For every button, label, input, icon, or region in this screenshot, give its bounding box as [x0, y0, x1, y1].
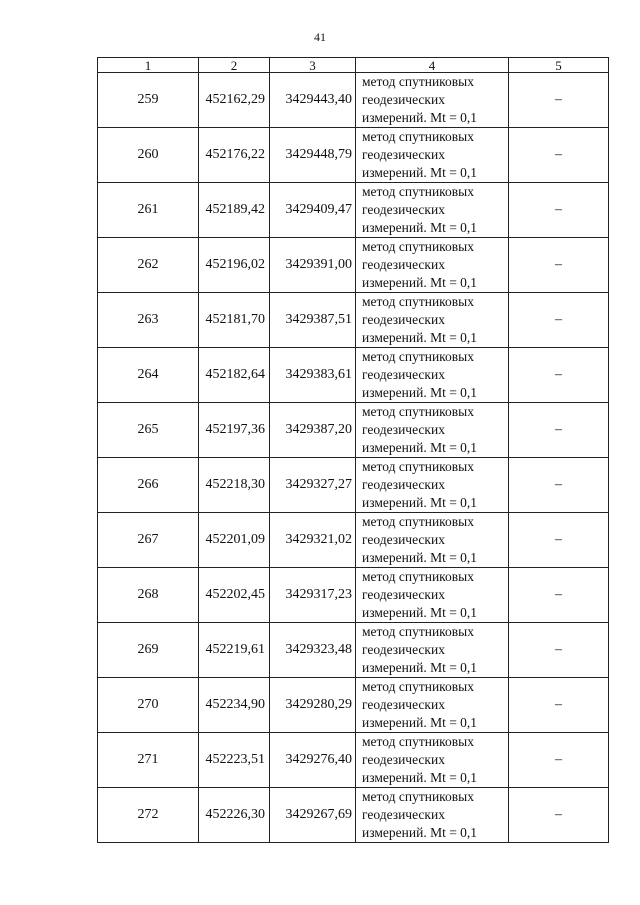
- method-cell: [356, 73, 509, 128]
- note-cell: –: [509, 238, 609, 293]
- method-line: метод спутниковых: [362, 679, 474, 694]
- note-cell: –: [509, 733, 609, 788]
- method-cell: [356, 128, 509, 183]
- y-coordinate-cell: 3429327,27: [270, 458, 356, 513]
- table-row: [98, 678, 609, 733]
- method-line: метод спутниковых: [362, 514, 474, 529]
- method-line: метод спутниковых: [362, 74, 474, 89]
- point-number-cell: 261: [98, 183, 199, 238]
- y-coordinate-cell: 3429267,69: [270, 788, 356, 843]
- method-line: измерений. Mt = 0,1: [362, 165, 478, 180]
- point-number-cell: 271: [98, 733, 199, 788]
- method-line: измерений. Mt = 0,1: [362, 770, 478, 785]
- table-row: [98, 788, 609, 843]
- coordinates-table: [97, 57, 609, 843]
- method-line: измерений. Mt = 0,1: [362, 550, 478, 565]
- method-line: измерений. Mt = 0,1: [362, 495, 478, 510]
- method-cell: [356, 293, 509, 348]
- note-cell: –: [509, 73, 609, 128]
- note-cell: –: [509, 458, 609, 513]
- point-number-cell: 269: [98, 623, 199, 678]
- method-line: геодезических: [362, 532, 445, 547]
- method-line: геодезических: [362, 807, 445, 822]
- point-number-cell: 266: [98, 458, 199, 513]
- method-line: метод спутниковых: [362, 569, 474, 584]
- method-line: метод спутниковых: [362, 624, 474, 639]
- column-header-3: 3: [270, 58, 356, 73]
- column-header-4: 4: [356, 58, 509, 73]
- method-line: геодезических: [362, 477, 445, 492]
- page-number: 41: [314, 30, 326, 44]
- table-row: [98, 348, 609, 403]
- method-line: геодезических: [362, 147, 445, 162]
- table-row: [98, 293, 609, 348]
- point-number-cell: 268: [98, 568, 199, 623]
- table-row: [98, 623, 609, 678]
- table-row: [98, 458, 609, 513]
- point-number-cell: 267: [98, 513, 199, 568]
- table-row: [98, 733, 609, 788]
- method-cell: [356, 513, 509, 568]
- note-cell: –: [509, 788, 609, 843]
- point-number-cell: 263: [98, 293, 199, 348]
- method-line: геодезических: [362, 202, 445, 217]
- method-cell: [356, 568, 509, 623]
- method-line: измерений. Mt = 0,1: [362, 440, 478, 455]
- note-cell: –: [509, 293, 609, 348]
- method-line: измерений. Mt = 0,1: [362, 220, 478, 235]
- method-cell: [356, 403, 509, 458]
- table-row: [98, 403, 609, 458]
- note-cell: –: [509, 568, 609, 623]
- note-cell: –: [509, 403, 609, 458]
- table-row: [98, 73, 609, 128]
- method-cell: [356, 623, 509, 678]
- method-cell: [356, 348, 509, 403]
- table-row: [98, 513, 609, 568]
- y-coordinate-cell: 3429321,02: [270, 513, 356, 568]
- method-line: измерений. Mt = 0,1: [362, 715, 478, 730]
- point-number-cell: 270: [98, 678, 199, 733]
- x-coordinate-cell: 452182,64: [199, 348, 270, 403]
- method-line: метод спутниковых: [362, 734, 474, 749]
- method-line: геодезических: [362, 257, 445, 272]
- method-cell: [356, 678, 509, 733]
- x-coordinate-cell: 452176,22: [199, 128, 270, 183]
- method-line: измерений. Mt = 0,1: [362, 330, 478, 345]
- method-line: измерений. Mt = 0,1: [362, 605, 478, 620]
- method-cell: [356, 238, 509, 293]
- column-header-2: 2: [199, 58, 270, 73]
- x-coordinate-cell: 452226,30: [199, 788, 270, 843]
- table-row: [98, 183, 609, 238]
- note-cell: –: [509, 513, 609, 568]
- table-body: [98, 73, 609, 843]
- method-line: геодезических: [362, 642, 445, 657]
- y-coordinate-cell: 3429391,00: [270, 238, 356, 293]
- method-line: геодезических: [362, 422, 445, 437]
- note-cell: –: [509, 183, 609, 238]
- header-row: [98, 58, 609, 73]
- method-line: метод спутниковых: [362, 239, 474, 254]
- method-line: метод спутниковых: [362, 789, 474, 804]
- x-coordinate-cell: 452181,70: [199, 293, 270, 348]
- x-coordinate-cell: 452218,30: [199, 458, 270, 513]
- method-line: геодезических: [362, 587, 445, 602]
- method-line: геодезических: [362, 752, 445, 767]
- method-cell: [356, 788, 509, 843]
- table-row: [98, 128, 609, 183]
- x-coordinate-cell: 452234,90: [199, 678, 270, 733]
- x-coordinate-cell: 452223,51: [199, 733, 270, 788]
- method-line: метод спутниковых: [362, 349, 474, 364]
- y-coordinate-cell: 3429443,40: [270, 73, 356, 128]
- method-line: метод спутниковых: [362, 184, 474, 199]
- method-line: измерений. Mt = 0,1: [362, 275, 478, 290]
- method-cell: [356, 733, 509, 788]
- method-line: геодезических: [362, 92, 445, 107]
- method-line: измерений. Mt = 0,1: [362, 660, 478, 675]
- method-line: измерений. Mt = 0,1: [362, 110, 478, 125]
- column-header-5: 5: [509, 58, 609, 73]
- table-row: [98, 568, 609, 623]
- method-line: геодезических: [362, 367, 445, 382]
- note-cell: –: [509, 678, 609, 733]
- x-coordinate-cell: 452196,02: [199, 238, 270, 293]
- x-coordinate-cell: 452219,61: [199, 623, 270, 678]
- method-line: метод спутниковых: [362, 129, 474, 144]
- x-coordinate-cell: 452201,09: [199, 513, 270, 568]
- point-number-cell: 264: [98, 348, 199, 403]
- point-number-cell: 272: [98, 788, 199, 843]
- x-coordinate-cell: 452202,45: [199, 568, 270, 623]
- y-coordinate-cell: 3429409,47: [270, 183, 356, 238]
- x-coordinate-cell: 452162,29: [199, 73, 270, 128]
- point-number-cell: 260: [98, 128, 199, 183]
- note-cell: –: [509, 128, 609, 183]
- point-number-cell: 265: [98, 403, 199, 458]
- y-coordinate-cell: 3429387,51: [270, 293, 356, 348]
- y-coordinate-cell: 3429280,29: [270, 678, 356, 733]
- x-coordinate-cell: 452189,42: [199, 183, 270, 238]
- column-header-1: 1: [98, 58, 199, 73]
- note-cell: –: [509, 623, 609, 678]
- method-line: метод спутниковых: [362, 459, 474, 474]
- method-line: измерений. Mt = 0,1: [362, 385, 478, 400]
- method-cell: [356, 183, 509, 238]
- method-line: геодезических: [362, 697, 445, 712]
- y-coordinate-cell: 3429448,79: [270, 128, 356, 183]
- y-coordinate-cell: 3429383,61: [270, 348, 356, 403]
- y-coordinate-cell: 3429387,20: [270, 403, 356, 458]
- method-line: метод спутниковых: [362, 294, 474, 309]
- point-number-cell: 259: [98, 73, 199, 128]
- y-coordinate-cell: 3429317,23: [270, 568, 356, 623]
- method-line: измерений. Mt = 0,1: [362, 825, 478, 840]
- method-line: геодезических: [362, 312, 445, 327]
- x-coordinate-cell: 452197,36: [199, 403, 270, 458]
- y-coordinate-cell: 3429276,40: [270, 733, 356, 788]
- method-line: метод спутниковых: [362, 404, 474, 419]
- method-cell: [356, 458, 509, 513]
- table-row: [98, 238, 609, 293]
- y-coordinate-cell: 3429323,48: [270, 623, 356, 678]
- point-number-cell: 262: [98, 238, 199, 293]
- note-cell: –: [509, 348, 609, 403]
